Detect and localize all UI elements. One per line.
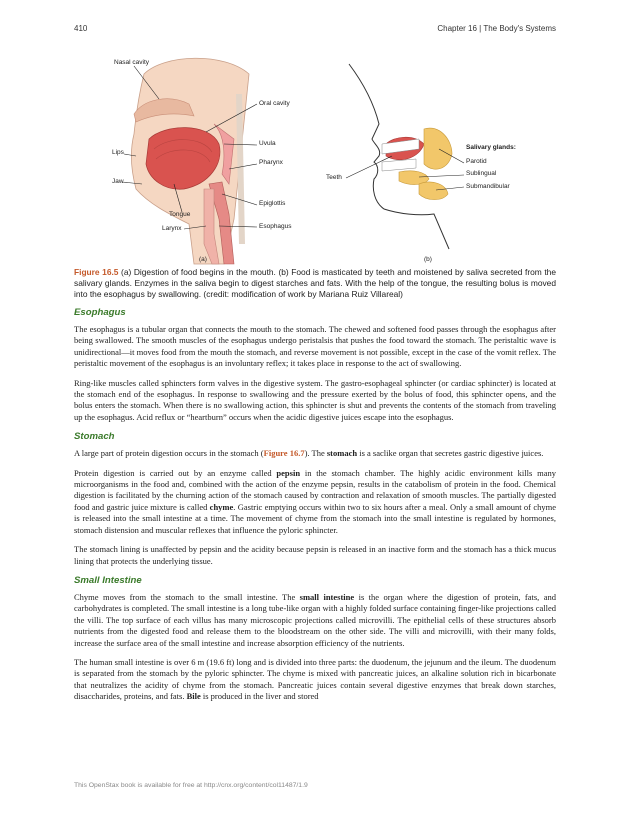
paragraph: The esophagus is a tubular organ that connects the mouth to the stomach. The chewed and softened food passes through the esophagus after being swallowed. The smooth muscles of the esophagus undergo peristalsis that pushes the food toward the stomach. The peristaltic wave is unidirectional—it moves food from the mouth the stomach, and reverse movement is not possible, except in the case of the vomit reflex. The peristaltic movement of the esophagus is an involuntary reflex; it takes place in response to the act of swallowing.	[74, 324, 556, 369]
figure-16-5	[74, 44, 556, 266]
figure-link[interactable]: Figure 16.7	[263, 448, 305, 459]
key-term: Bile	[186, 691, 201, 702]
label-lips: Lips	[112, 149, 124, 156]
label-teeth: Teeth	[326, 174, 342, 181]
paragraph: The human small intestine is over 6 m (19.6 ft) long and is divided into three parts: the duodenum, the jejunum and the ileum. The duodenum is separated from the stomach by the pyloric sphincter. The chyme is mixed with pancreatic juices, an alkaline solution rich in bicarbonate that neutralizes the acidity of chyme from the stomach. Pancreatic juices contain several digestive enzymes that break down starches, disaccharides, proteins, and fats. Bile is produced in the liver and stored	[74, 656, 556, 702]
paragraph: The stomach lining is unaffected by pepsin and the acidity because pepsin is released in an inactive form and the stomach has a thick mucus lining that protects the underlying tissue.	[74, 544, 556, 566]
key-term: pepsin	[276, 467, 301, 478]
key-term: chyme	[209, 501, 234, 512]
label-submandibular: Submandibular	[466, 183, 510, 190]
caption-figure-number: Figure 16.5	[74, 267, 119, 277]
running-header: Chapter 16 | The Body's Systems	[437, 24, 556, 33]
main-content	[74, 307, 556, 711]
label-jaw: Jaw	[112, 178, 124, 185]
label-esophagus: Esophagus	[259, 223, 292, 230]
label-oral-cavity: Oral cavity	[259, 100, 290, 107]
label-epiglottis: Epiglottis	[259, 200, 286, 207]
key-term: stomach	[326, 448, 358, 459]
panel-a-label: (a)	[199, 256, 207, 263]
label-pharynx: Pharynx	[259, 159, 283, 166]
key-term: small intestine	[299, 591, 355, 602]
heading-stomach: Stomach	[74, 431, 115, 443]
label-sublingual: Sublingual	[466, 170, 497, 177]
label-uvula: Uvula	[259, 140, 276, 147]
paragraph: Chyme moves from the stomach to the small intestine. The small intestine is the organ where the digestion of protein, fats, and carbohydrates is completed. The small intestine is a long tube-like organ with a highly folded surface containing finger-like projections called the villi. The top surface of each villus has many microscopic projections called microvilli. The epithelial cells of these structures absorb nutrients from the digested food and release them to the bloodstream on the other side. The villi and microvilli, with their many folds, increase the surface area of the small intestine and increase absorption efficiency of the nutrients.	[74, 591, 556, 648]
paragraph: A large part of protein digestion occurs in the stomach (Figure 16.7). The stomach is a saclike organ that secretes gastric digestive juices.	[74, 448, 544, 459]
footer-note: This OpenStax book is available for free at http://cnx.org/content/col11487/1.9	[74, 782, 308, 789]
page-number: 410	[74, 24, 88, 33]
label-parotid: Parotid	[466, 158, 487, 165]
paragraph: Protein digestion is carried out by an enzyme called pepsin in the stomach chamber. The highly acidic environment kills many microorganisms in the food and, combined with the action of the enzyme pepsin, results in the catabolism of protein in the food. Chemical digestion is facilitated by the churning action of the stomach caused by contraction and relaxation of smooth muscles. The partially digested food and gastric juice mixture is called chyme. Gastric emptying occurs within two to six hours after a meal. Only a small amount of chyme is released into the small intestine at a time. The movement of chyme from the stomach into the small intestine is regulated by hormones, stomach distension and muscular reflexes that influence the pyloric sphincter.	[74, 467, 556, 535]
label-tongue: Tongue	[169, 211, 191, 218]
label-nasal-cavity: Nasal cavity	[114, 59, 150, 66]
label-larynx: Larynx	[162, 225, 182, 232]
heading-esophagus: Esophagus	[74, 307, 126, 318]
sagittal-head-section	[131, 58, 249, 264]
caption-text: (a) Digestion of food begins in the mouth. (b) Food is masticated by teeth and moistened by saliva secreted from the salivary glands. Enzymes in the saliva begin to digest starches and fats. With the help of the tongue, the resulting bolus is moved into the esophagus by swallowing. (credit: modification of work by Mariana Ruiz Villareal)	[74, 267, 556, 300]
face-profile	[349, 64, 452, 249]
paragraph: Ring-like muscles called sphincters form valves in the digestive system. The gastro-esophageal sphincter (or cardiac sphincter) is located at the stomach end of the esophagus. In response to swallowing and the pressure exerted by the bolus of food, this sphincter opens, and the bolus enters the stomach. When there is no swallowing action, this sphincter is shut and prevents the contents of the stomach from traveling up the esophagus. Acid reflux or “heartburn” occurs when the acidic digestive juices escape into the esophagus.	[74, 377, 556, 422]
anatomy-illustration	[74, 44, 556, 266]
heading-small-intestine: Small Intestine	[74, 574, 142, 586]
figure-caption	[74, 267, 556, 301]
label-salivary-glands: Salivary glands:	[466, 144, 516, 151]
panel-b-label: (b)	[424, 256, 432, 263]
